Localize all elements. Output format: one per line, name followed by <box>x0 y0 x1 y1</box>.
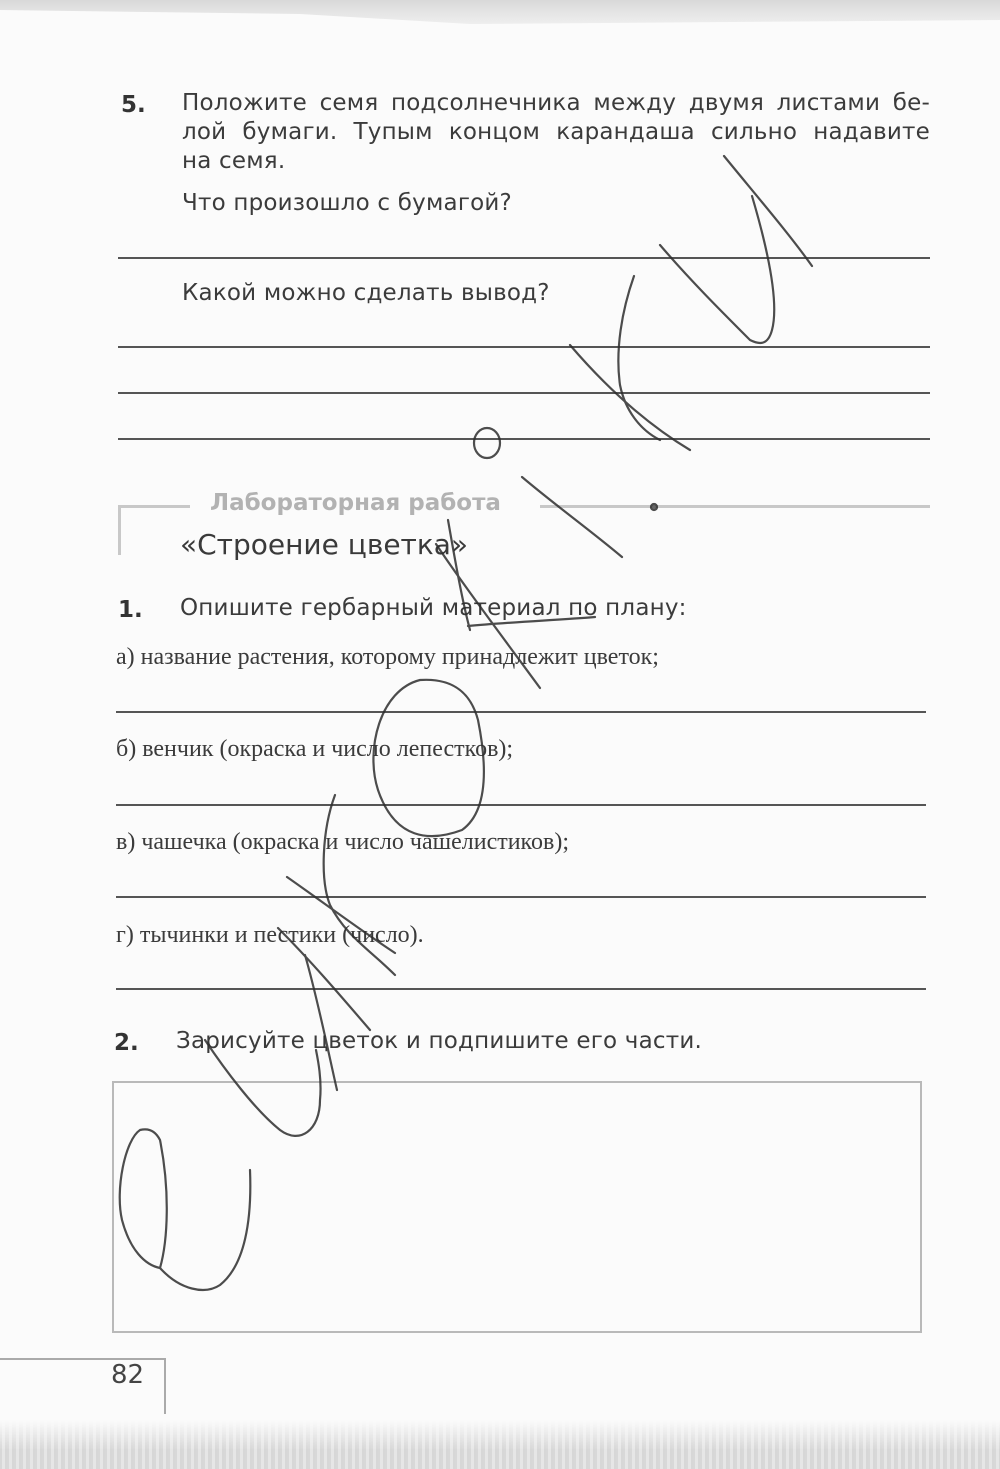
lab-title: «Строение цветка» <box>180 528 469 561</box>
answer-line[interactable] <box>116 988 926 990</box>
pencil-stroke <box>618 276 660 440</box>
plan-item-a: а) название растения, которому принадлежит цветок; <box>116 644 659 670</box>
answer-line[interactable] <box>118 438 930 440</box>
answer-line[interactable] <box>116 896 926 898</box>
question-what-happened: Что произошло с бумагой? <box>182 190 512 216</box>
plan-item-b: б) венчик (окраска и число лепестков); <box>116 736 514 762</box>
pencil-stroke <box>305 955 337 1090</box>
plan-item-d: г) тычинки и пестики (число). <box>116 922 424 948</box>
task-number: 1. <box>118 597 143 623</box>
task-instruction: Зарисуйте цветок и подпишите его части. <box>176 1028 702 1054</box>
frame-line <box>164 1358 166 1414</box>
scan-edge-top <box>0 0 1000 40</box>
drawing-area[interactable] <box>112 1081 922 1333</box>
answer-line[interactable] <box>116 804 926 806</box>
task-instruction-line: лой бумаги. Тупым концом карандаша сильно надавите <box>182 119 930 145</box>
pencil-stroke <box>724 156 812 266</box>
answer-line[interactable] <box>118 392 930 394</box>
question-conclusion: Какой можно сделать вывод? <box>182 280 550 306</box>
task-number: 2. <box>114 1030 139 1056</box>
scan-edge-bottom <box>0 1420 1000 1469</box>
page-number: 82 <box>111 1360 145 1390</box>
lab-label: Лабораторная работа <box>210 490 501 516</box>
frame-line <box>540 505 930 508</box>
task-instruction-line: на семя. <box>182 148 286 174</box>
pencil-stroke <box>660 196 774 343</box>
task-instruction: Опишите гербарный материал по плану: <box>180 595 687 621</box>
answer-line[interactable] <box>118 257 930 259</box>
task-number: 5. <box>121 92 146 118</box>
pencil-stroke <box>570 345 690 450</box>
answer-line[interactable] <box>116 711 926 713</box>
task-instruction-line: Положите семя подсолнечника между двумя листами бе- <box>182 90 930 116</box>
pencil-stroke <box>474 428 500 458</box>
frame-line <box>118 505 190 508</box>
answer-line[interactable] <box>118 346 930 348</box>
frame-line <box>118 505 121 555</box>
pencil-stroke <box>522 477 622 557</box>
plan-item-c: в) чашечка (окраска и число чашелистиков); <box>116 829 569 855</box>
